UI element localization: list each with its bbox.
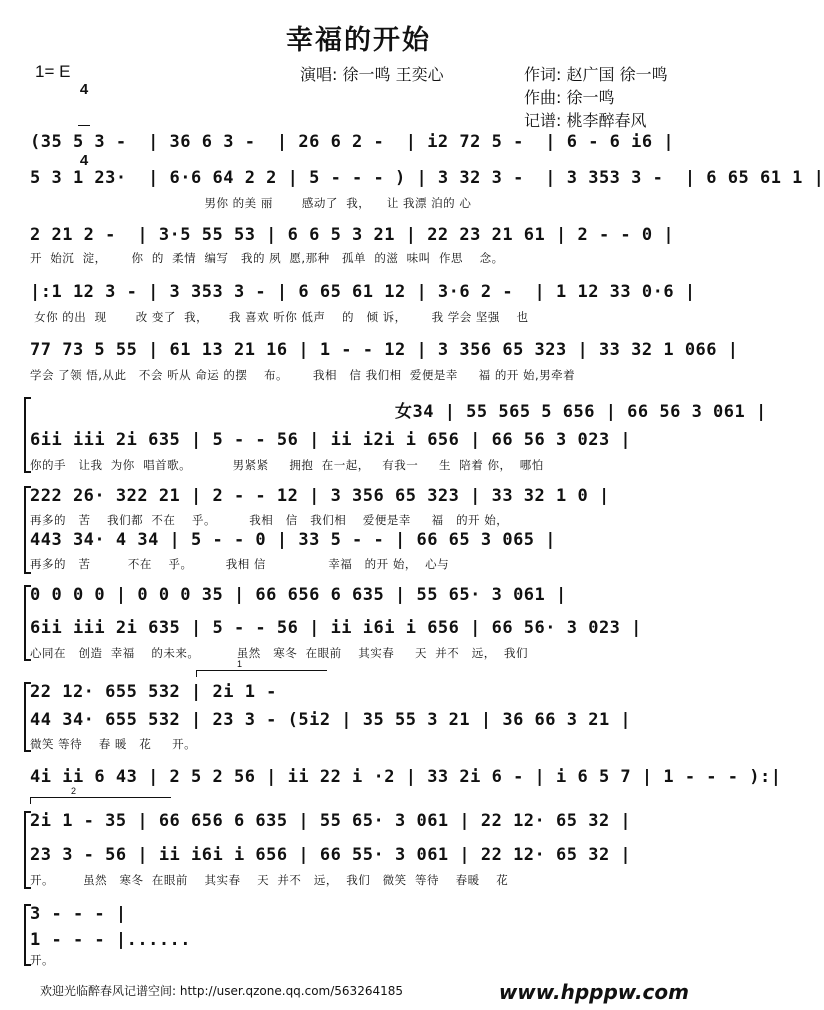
time-sig-top: 4 <box>79 81 89 98</box>
lyric-line: 开。 虽然 寒冬 在眼前 其实春 天 并不 远， 我们 微笑 等待 春暖 花 <box>30 873 509 887</box>
lyric-line: 你的手 让我 为你 唱首歌。 男紧紧 拥抱 在一起， 有我一 生 陪着 你， 哪怕 <box>30 458 544 472</box>
score-line: 2i 1 - 35 | 66 656 6 635 | 55 65· 3 061 | 22 12· 65 32 | <box>30 811 632 831</box>
score-line: 6ii iii 2i 635 | 5 - - 56 | ii i2i i 656 | 66 56 3 023 | <box>30 430 632 450</box>
score-line: 4i ii 6 43 | 2 5 2 56 | ii 22 i ·2 | 33 2i 6 - | i 6 5 7 | 1 - - - ):| <box>30 767 782 787</box>
volta-1: 1 <box>196 670 327 677</box>
lyric-line: 开。 <box>30 953 54 967</box>
score-line: 5 3 1 23· | 6·6 64 2 2 | 5 - - - ) | 3 32 3 - | 3 353 3 - | 6 65 61 1 | <box>30 168 824 188</box>
score-line: 2 21 2 - | 3·5 55 53 | 6 6 5 3 21 | 22 23 21 61 | 2 - - 0 | <box>30 225 675 245</box>
site-watermark: www.hpppw.com <box>498 980 689 1004</box>
lyricist: 作词: 赵广国 徐一鸣 <box>524 65 668 84</box>
lyric-line: 男你 的美 丽 感动了 我， 让 我漂 泊的 心 <box>30 196 472 210</box>
score-line: 0 0 0 0 | 0 0 0 35 | 66 656 6 635 | 55 65· 3 061 | <box>30 585 567 605</box>
score-line: 22 12· 655 532 | 2i 1 - <box>30 682 277 702</box>
volta-2: 2 <box>30 797 171 804</box>
lyric-line: 心同在 创造 幸福 的未来。 虽然 寒冬 在眼前 其实春 天 并不 远， 我们 <box>30 646 529 660</box>
time-sig-bottom: 4 <box>79 152 89 169</box>
score-line: 443 34· 4 34 | 5 - - 0 | 33 5 - - | 66 65 3 065 | <box>30 530 557 550</box>
score-line: (35 5 3 - | 36 6 3 - | 26 6 2 - | i2 72 5 - | 6 - 6 i6 | <box>30 132 675 152</box>
score-line: 77 73 5 55 | 61 13 21 16 | 1 - - 12 | 3 356 65 323 | 33 32 1 066 | <box>30 340 739 360</box>
score-line: 6ii iii 2i 635 | 5 - - 56 | ii i6i i 656 | 66 56· 3 023 | <box>30 618 642 638</box>
score-line: |:1 12 3 - | 3 353 3 - | 6 65 61 12 | 3·6 2 - | 1 12 33 0·6 | <box>30 282 696 302</box>
transcriber: 记谱: 桃李醉春风 <box>524 111 647 130</box>
composer: 作曲: 徐一鸣 <box>524 88 615 107</box>
key-signature: 1= E <box>35 62 71 81</box>
score-line: 44 34· 655 532 | 23 3 - (5i2 | 35 55 3 21 | 36 66 3 21 | <box>30 710 632 730</box>
time-signature <box>78 55 90 182</box>
lyric-line: 女你 的出 现 改 变了 我， 我 喜欢 听你 低声 的 倾 诉， 我 学会 坚强 也 <box>30 310 529 324</box>
score-line: 3 - - - | <box>30 904 127 924</box>
song-title: 幸福的开始 <box>286 25 431 56</box>
lyric-line: 再多的 苦 不在 乎。 我相 信 幸福 的开 始， 心与 <box>30 557 450 571</box>
score-line: 1 - - - |...... <box>30 930 192 950</box>
lyric-line: 微笑 等待 春 暖 花 开。 <box>30 737 197 751</box>
singers: 演唱: 徐一鸣 王奕心 <box>300 65 444 84</box>
lyric-line: 学会 了领 悟,从此 不会 听从 命运 的摆 布。 我相 信 我们相 爱便是幸 福 的开 始,男牵着 <box>30 368 576 382</box>
lyric-line: 再多的 苦 我们都 不在 乎。 我相 信 我们相 爱便是幸 福 的开 始， <box>30 513 509 527</box>
footer-text: 欢迎光临醉春风记谱空间: http://user.qzone.qq.com/563264185 <box>40 984 404 998</box>
score-line: 23 3 - 56 | ii i6i i 656 | 66 55· 3 061 | 22 12· 65 32 | <box>30 845 632 865</box>
lyric-line: 开 始沉 淀， 你 的 柔情 编写 我的 夙 愿,那种 孤单 的滋 味叫 作思 念。 <box>30 251 504 265</box>
score-line: 女34 | 55 565 5 656 | 66 56 3 061 | <box>30 402 767 422</box>
score-line: 222 26· 322 21 | 2 - - 12 | 3 356 65 323 | 33 32 1 0 | <box>30 486 610 506</box>
